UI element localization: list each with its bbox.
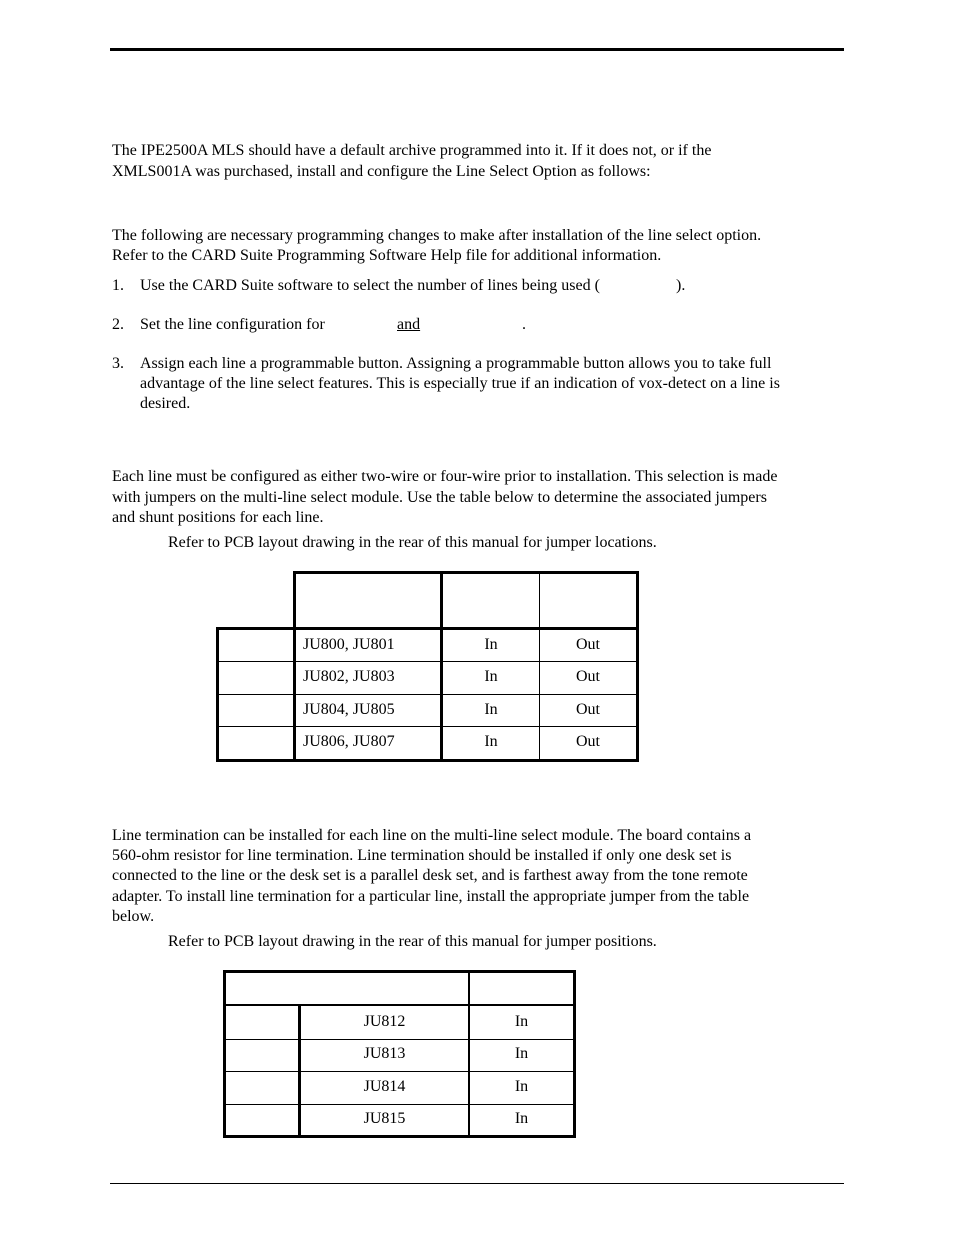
wire-line-2: with jumpers on the multi-line select module. Use the table below to determine the associated jumpers: [112, 489, 767, 506]
state-cell: In: [514, 1110, 529, 1127]
table-border: [223, 970, 576, 973]
programming-line-2: Refer to the CARD Suite Programming Software Help file for additional information.: [112, 247, 662, 264]
step-number: 1.: [112, 277, 124, 294]
step-text-end: ).: [676, 277, 686, 294]
step-text: Set the line configuration for: [140, 316, 325, 333]
step-number: 3.: [112, 355, 124, 372]
wire-line-3: and shunt positions for each line.: [112, 509, 324, 526]
jumper-cell: JU802, JU803: [303, 668, 395, 685]
state-cell-b: Out: [576, 668, 600, 685]
state-cell-a: In: [484, 701, 498, 718]
jumper-cell: JU800, JU801: [303, 636, 395, 653]
table-border: [573, 970, 576, 1138]
state-cell: In: [514, 1078, 529, 1095]
term-line-1: Line termination can be installed for each line on the multi-line select module. The board contains a: [112, 827, 752, 844]
step-number: 2.: [112, 316, 124, 333]
table-border: [223, 1104, 576, 1105]
footer-rule: [110, 1183, 844, 1184]
programming-line-1: The following are necessary programming changes to make after installation of the line select option.: [112, 227, 762, 244]
jumper-cell: JU812: [363, 1013, 406, 1030]
term-note: Refer to PCB layout drawing in the rear of this manual for jumper positions.: [168, 933, 657, 950]
state-cell-b: Out: [576, 701, 600, 718]
state-cell-b: Out: [576, 636, 600, 653]
wire-note: Refer to PCB layout drawing in the rear of this manual for jumper locations.: [168, 534, 657, 551]
step-text-line-3: desired.: [140, 395, 191, 412]
term-line-4: adapter. To install line termination for a particular line, install the appropriate jumper from the table: [112, 888, 750, 905]
step-text-line-2: advantage of the line select features. This is especially true if an indication of vox-detect on a line is: [140, 375, 780, 392]
wire-line-1: Each line must be configured as either two-wire or four-wire prior to installation. This selection is made: [112, 468, 778, 485]
state-cell-a: In: [484, 636, 498, 653]
step-text-and: and: [397, 316, 421, 333]
jumper-cell: JU806, JU807: [303, 733, 395, 750]
table-border: [216, 759, 639, 762]
state-cell: In: [514, 1013, 529, 1030]
table-border: [293, 571, 639, 574]
table-border: [223, 970, 226, 1138]
table-border: [223, 1039, 576, 1040]
jumper-cell: JU813: [363, 1045, 406, 1062]
header-rule: [110, 48, 844, 51]
term-line-2: 560-ohm resistor for line termination. Line termination should be installed if only one desk set is: [112, 847, 732, 864]
table-border: [223, 1135, 576, 1138]
jumper-cell: JU804, JU805: [303, 701, 395, 718]
jumper-cell: JU814: [363, 1078, 406, 1095]
state-cell: In: [514, 1045, 529, 1062]
step-text-line-1: Assign each line a programmable button. Assigning a programmable button allows you to take full: [140, 355, 772, 372]
table-border: [216, 694, 639, 695]
intro-line-2: XMLS001A was purchased, install and configure the Line Select Option as follows:: [112, 163, 651, 180]
step-text: Use the CARD Suite software to select the number of lines being used (: [140, 277, 600, 294]
table-border: [216, 726, 639, 727]
state-cell-a: In: [484, 733, 498, 750]
table-border: [216, 627, 639, 630]
table-border: [223, 1004, 576, 1006]
table-border: [216, 661, 639, 662]
table-border: [293, 571, 296, 762]
step-text-end: .: [522, 316, 526, 333]
state-cell-a: In: [484, 668, 498, 685]
term-line-5: below.: [112, 908, 155, 925]
jumper-cell: JU815: [363, 1110, 406, 1127]
state-cell-b: Out: [576, 733, 600, 750]
table-border: [636, 571, 639, 762]
table-border: [223, 1071, 576, 1072]
intro-line-1: The IPE2500A MLS should have a default archive programmed into it. If it does not, or if the: [112, 142, 712, 159]
term-line-3: connected to the line or the desk set is a parallel desk set, and is farthest away from the tone remote: [112, 867, 748, 884]
